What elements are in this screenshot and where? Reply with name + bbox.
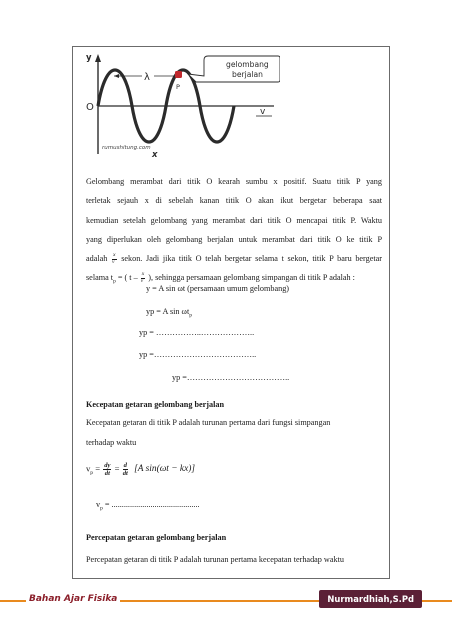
p1-line4: yang diperlukan oleh gelombang berjalan untuk merambat dari titik O ke titik P [86, 234, 382, 244]
heading-velocity: Kecepatan getaran gelombang berjalan [86, 400, 225, 409]
watermark: rumushitung.com [102, 145, 151, 151]
point-p-marker [175, 71, 182, 78]
point-p-label: P [176, 83, 180, 91]
equation-yp-2: yp = ……………..……………….. [139, 328, 255, 337]
p1-line1: Gelombang merambat dari titik O kearah sumbu x positif. Suatu titik P yang [86, 177, 382, 186]
heading-acceleration: Percepatan getaran gelombang berjalan [86, 533, 227, 542]
velocity-derivative-formula: $v_p$ = $\frac{dy}{dt}$ = $\frac{d}{dt}$ [A sin(ωt − kx)] [86, 462, 196, 477]
p1-line5 [86, 249, 382, 268]
equation-yp-3: yp =……………………………….. [139, 350, 257, 359]
p3-line1: Percepatan getaran di titik P adalah turunan pertama kecepatan terhadap waktu [86, 555, 344, 564]
p1-line2: terletak sejauh x di sebelah kanan titik O akan ikut bergetar beberapa saat [86, 196, 382, 206]
velocity-result: $v_p$ = ........................................... [96, 500, 200, 512]
callout-line1: gelombang [226, 60, 269, 69]
footer-author: Nurmardhiah,S.Pd [319, 590, 422, 608]
p1-line6-end: ), sehingga persamaan gelombang simpangan di titik P adalah : [148, 273, 355, 283]
origin-label: O [86, 102, 94, 113]
paragraph-velocity [86, 413, 382, 453]
wave-figure [84, 50, 280, 160]
footer [0, 592, 452, 614]
y-axis-label: y [86, 53, 92, 63]
p1-line6-start: selama t [86, 273, 114, 283]
p2-line2: terhadap waktu [86, 438, 137, 447]
lambda-label: λ [144, 72, 150, 83]
equation-general: y = A sin ωt (persamaan umum gelombang) [146, 284, 290, 293]
equation-yp-1: yp = A $\sin \omega t_p$ [146, 307, 192, 319]
x-axis-label: x [152, 150, 158, 160]
p1-line5-start: adalah [86, 254, 108, 264]
p1-line6-mid: = ( t – [117, 273, 138, 283]
p1-line5-end: sekon. Jadi jika titik O telah bergetar selama t sekon, titik P baru bergetar [121, 254, 382, 264]
fraction-x-over-v: $\frac{x}{v}$ [112, 252, 116, 265]
p2-line1: Kecepatan getaran di titik P adalah turunan pertama dari fungsi simpangan [86, 418, 331, 427]
callout-line2: berjalan [232, 70, 263, 79]
y-axis-arrow [95, 54, 101, 62]
p1-line6-sub: p [113, 279, 116, 286]
wavelength-arrow-left-head [114, 74, 119, 78]
velocity-arrow-label: v [260, 107, 266, 117]
equation-yp-4: yp =……………………………….. [172, 373, 290, 382]
footer-book-title: Bahan Ajar Fisika [26, 594, 120, 604]
paragraph-wave-intro [86, 172, 382, 292]
fraction-x-over-v-2: $\frac{x}{v}$ [140, 271, 145, 285]
p1-line3: kemudian setelah gelombang yang merambat dari titik O mencapai titik P. Waktu [86, 215, 382, 225]
